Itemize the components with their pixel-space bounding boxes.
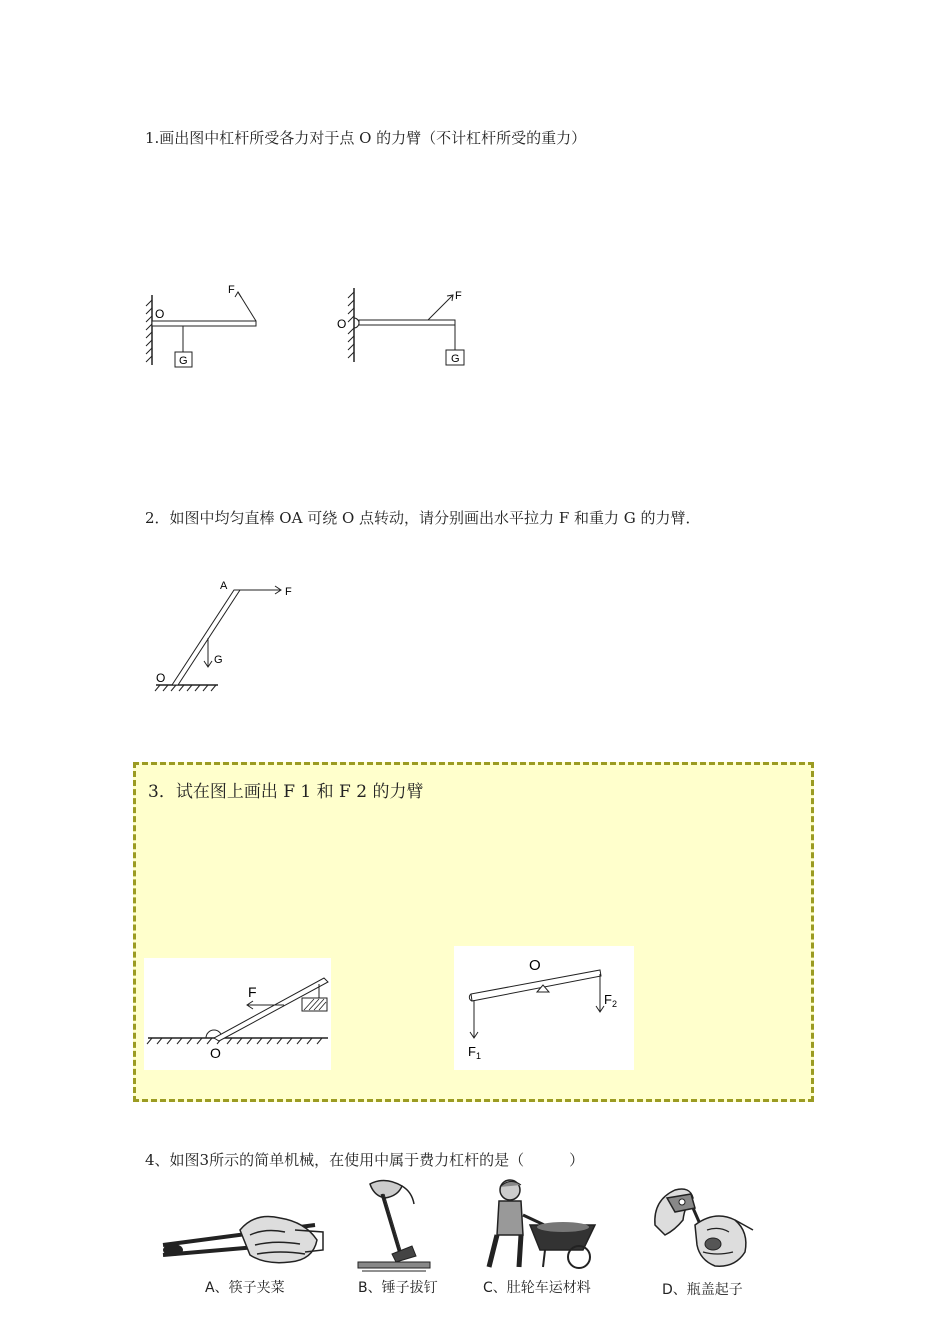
- q3-figure-2-panel: [454, 946, 634, 1070]
- q3-balance-lever-figure: [454, 946, 634, 1070]
- q1-fig2-force-label: F: [455, 290, 462, 302]
- chopsticks-icon: [155, 1210, 325, 1270]
- q1-fig1-weight-label: G: [179, 355, 188, 367]
- question-3-text: 3．试在图上画出 F 1 和 F 2 的力臂: [148, 782, 424, 802]
- wheelbarrow-icon: [475, 1175, 610, 1275]
- question-4-text: 4、如图3所示的简单机械，在使用中属于费力杠杆的是（ ）: [145, 1151, 585, 1169]
- q3-fig2-pivot-label: O: [529, 957, 541, 974]
- q3-fig1-pivot-label: O: [210, 1045, 221, 1061]
- question-1-text: 1.画出图中杠杆所受各力对于点 O 的力臂（不计杠杆所受的重力）: [145, 129, 587, 147]
- q3-incline-lever-figure: [144, 958, 331, 1070]
- q1-fig1-force-label: F: [228, 284, 235, 296]
- option-c-label: C、肚轮车运材料: [483, 1280, 591, 1296]
- question-2-text: 2．如图中均匀直棒 OA 可绕 O 点转动，请分别画出水平拉力 F 和重力 G 的力臂．: [145, 509, 701, 527]
- q2-end-label: A: [220, 580, 228, 592]
- option-b-label: B、锤子拔钉: [358, 1280, 438, 1296]
- bottle-opener-icon: [645, 1180, 755, 1275]
- q1-lever-figure-1: [140, 280, 270, 375]
- q3-fig2-f2-label: $F_2$: [604, 992, 617, 1009]
- option-d-label: D、瓶盖起子: [662, 1282, 743, 1298]
- q2-rod-figure: [148, 575, 303, 695]
- q1-lever-figure-2: [330, 280, 475, 375]
- q1-fig1-pivot-label: O: [155, 307, 165, 321]
- q3-fig1-force-label: F: [248, 984, 257, 1000]
- q3-figure-1-panel: [144, 958, 331, 1070]
- q2-force-label: F: [285, 586, 292, 598]
- q1-fig2-weight-label: G: [451, 353, 460, 365]
- q2-pivot-label: O: [156, 671, 166, 685]
- q3-fig2-f1-label: $F_1$: [468, 1044, 481, 1061]
- hammer-icon: [350, 1176, 440, 1276]
- option-a-label: A、筷子夹菜: [205, 1280, 285, 1296]
- q1-fig2-pivot-label: O: [337, 317, 347, 331]
- question-3-box: [133, 762, 814, 1102]
- q2-gravity-label: G: [214, 654, 223, 666]
